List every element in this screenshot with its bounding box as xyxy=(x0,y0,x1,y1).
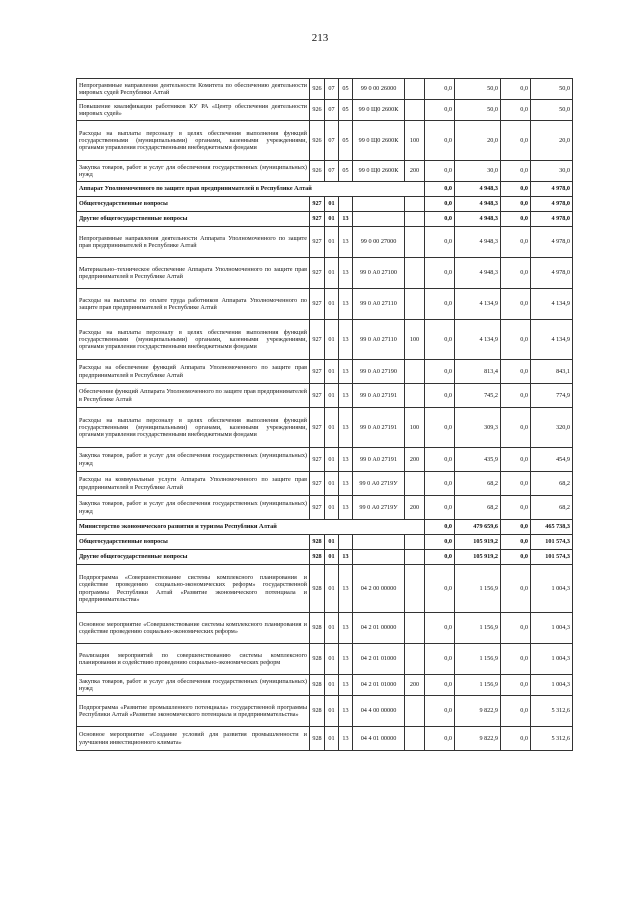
row-expense-type xyxy=(405,565,425,613)
table-row xyxy=(77,182,573,197)
row-value-2: 4 948,3 xyxy=(455,258,501,289)
row-value-4: 465 738,3 xyxy=(531,520,573,535)
row-value-4: 320,0 xyxy=(531,408,573,448)
row-subsection-code: 05 xyxy=(339,161,353,182)
row-grbs-code: 928 xyxy=(310,675,325,696)
row-section-code: 01 xyxy=(325,535,339,550)
row-value-3: 0,0 xyxy=(501,644,531,675)
row-subsection-code: 13 xyxy=(339,320,353,360)
row-value-3: 0,0 xyxy=(501,182,531,197)
row-subsection-code: 13 xyxy=(339,472,353,496)
row-expense-type xyxy=(405,100,425,121)
row-value-1: 0,0 xyxy=(425,408,455,448)
row-value-3: 0,0 xyxy=(501,550,531,565)
row-value-2: 4 134,9 xyxy=(455,320,501,360)
row-target-article: 99 0 00 26000 xyxy=(353,79,405,100)
row-subsection-code: 13 xyxy=(339,212,353,227)
row-value-3: 0,0 xyxy=(501,79,531,100)
row-section-code: 07 xyxy=(325,161,339,182)
row-name: Материально–техническое обеспечение Аппарата Уполномоченного по защите прав предпринимателей в Республике Алтай xyxy=(77,258,310,289)
row-value-3: 0,0 xyxy=(501,289,531,320)
row-grbs-code: 927 xyxy=(310,258,325,289)
row-expense-type: 100 xyxy=(405,408,425,448)
row-subsection-code: 05 xyxy=(339,79,353,100)
row-value-1: 0,0 xyxy=(425,121,455,161)
row-name: Непрограммные направления деятельности Комитета по обеспечению деятельности мировых судей Республики Алтай xyxy=(77,79,310,100)
row-value-1: 0,0 xyxy=(425,535,455,550)
row-grbs-code: 926 xyxy=(310,121,325,161)
row-value-3: 0,0 xyxy=(501,227,531,258)
row-value-1: 0,0 xyxy=(425,520,455,535)
row-target-article: 99 0 А0 2719У xyxy=(353,472,405,496)
row-subsection-code: 13 xyxy=(339,408,353,448)
row-value-4: 4 978,0 xyxy=(531,197,573,212)
row-grbs-code: 926 xyxy=(310,100,325,121)
row-value-4: 1 004,3 xyxy=(531,644,573,675)
row-value-3: 0,0 xyxy=(501,496,531,520)
table-row xyxy=(77,258,573,289)
row-expense-type: 200 xyxy=(405,496,425,520)
table-row xyxy=(77,565,573,613)
row-value-4: 5 312,6 xyxy=(531,727,573,751)
row-subsection-code: 13 xyxy=(339,550,353,565)
row-expense-type: 100 xyxy=(405,320,425,360)
row-section-code: 01 xyxy=(325,565,339,613)
row-value-1: 0,0 xyxy=(425,161,455,182)
row-value-1: 0,0 xyxy=(425,100,455,121)
row-target-article: 04 2 00 00000 xyxy=(353,565,405,613)
row-value-3: 0,0 xyxy=(501,520,531,535)
row-value-1: 0,0 xyxy=(425,613,455,644)
table-row xyxy=(77,384,573,408)
row-value-1: 0,0 xyxy=(425,320,455,360)
row-value-4: 843,1 xyxy=(531,360,573,384)
row-subsection-code: 13 xyxy=(339,258,353,289)
row-name: Обеспечение функций Аппарата Уполномоченного по защите прав предпринимателей в Республике Алтай xyxy=(77,384,310,408)
row-value-4: 454,9 xyxy=(531,448,573,472)
row-grbs-code: 927 xyxy=(310,472,325,496)
row-target-article: 99 0 А0 27110 xyxy=(353,320,405,360)
table-row xyxy=(77,408,573,448)
row-value-4: 774,9 xyxy=(531,384,573,408)
row-name: Основное мероприятие «Совершенствование системы комплексного планирования и содействие проведению социально-экономических реформ» xyxy=(77,613,310,644)
row-subsection-code: 05 xyxy=(339,100,353,121)
row-value-4: 1 004,3 xyxy=(531,613,573,644)
row-value-3: 0,0 xyxy=(501,727,531,751)
row-subsection-code: 13 xyxy=(339,696,353,727)
row-subsection-code: 13 xyxy=(339,565,353,613)
page-number: 213 xyxy=(311,32,329,44)
row-name: Основное мероприятие «Создание условий для развития промышленности и улучшения инвестиционного климата» xyxy=(77,727,310,751)
table-row xyxy=(77,161,573,182)
row-value-4: 50,0 xyxy=(531,100,573,121)
row-value-1: 0,0 xyxy=(425,258,455,289)
row-expense-type: 200 xyxy=(405,161,425,182)
row-value-2: 4 948,3 xyxy=(455,182,501,197)
row-value-3: 0,0 xyxy=(501,197,531,212)
row-value-1: 0,0 xyxy=(425,472,455,496)
row-name: Расходы на выплаты персоналу в целях обеспечения выполнения функций государственными (муниципальными) органами, казенными учреждениями, органами управления государственными внебюджетными фондами xyxy=(77,408,310,448)
table-row xyxy=(77,212,573,227)
row-name: Расходы на коммунальные услуги Аппарата Уполномоченного по защите прав предпринимателей в Республике Алтай xyxy=(77,472,310,496)
row-name: Расходы на обеспечение функций Аппарата Уполномоченного по защите прав предпринимателей в Республике Алтай xyxy=(77,360,310,384)
row-grbs-code: 928 xyxy=(310,727,325,751)
row-expense-type xyxy=(405,727,425,751)
row-section-code: 01 xyxy=(325,289,339,320)
row-target-article: 04 2 01 01000 xyxy=(353,675,405,696)
row-expense-type xyxy=(405,227,425,258)
row-value-1: 0,0 xyxy=(425,448,455,472)
row-subsection-code: 13 xyxy=(339,496,353,520)
row-subsection-code: 13 xyxy=(339,644,353,675)
row-value-2: 30,0 xyxy=(455,161,501,182)
row-section-code: 01 xyxy=(325,613,339,644)
row-section-code: 07 xyxy=(325,100,339,121)
row-value-1: 0,0 xyxy=(425,79,455,100)
row-value-2: 1 156,9 xyxy=(455,565,501,613)
row-value-1: 0,0 xyxy=(425,182,455,197)
row-expense-type xyxy=(405,79,425,100)
row-grbs-code: 927 xyxy=(310,448,325,472)
row-value-2: 68,2 xyxy=(455,472,501,496)
row-subsection-code: 13 xyxy=(339,360,353,384)
row-value-1: 0,0 xyxy=(425,360,455,384)
row-name: Общегосударственные вопросы xyxy=(77,197,310,212)
row-grbs-code: 928 xyxy=(310,565,325,613)
row-value-2: 105 919,2 xyxy=(455,550,501,565)
row-value-3: 0,0 xyxy=(501,472,531,496)
row-value-1: 0,0 xyxy=(425,227,455,258)
row-target-article: 99 0 Щ0 2600К xyxy=(353,121,405,161)
row-subsection-code: 13 xyxy=(339,448,353,472)
row-expense-type xyxy=(405,258,425,289)
row-grbs-code: 927 xyxy=(310,227,325,258)
row-name: Закупка товаров, работ и услуг для обеспечения государственных (муниципальных) нужд xyxy=(77,675,310,696)
row-name: Подпрограмма «Совершенствование системы комплексного планирования и содействие проведению социально-экономических реформ» государственной программы Республики Алтай «Развитие экономического потенциала и предпринимательства» xyxy=(77,565,310,613)
row-section-code: 01 xyxy=(325,320,339,360)
table-row xyxy=(77,520,573,535)
row-grbs-code: 926 xyxy=(310,161,325,182)
row-grbs-code: 928 xyxy=(310,613,325,644)
row-section-code: 01 xyxy=(325,384,339,408)
row-value-2: 4 948,3 xyxy=(455,197,501,212)
budget-table-body xyxy=(77,79,573,751)
row-value-4: 5 312,6 xyxy=(531,696,573,727)
row-grbs-code: 926 xyxy=(310,79,325,100)
row-value-3: 0,0 xyxy=(501,100,531,121)
row-subsection-code: 13 xyxy=(339,227,353,258)
table-row xyxy=(77,320,573,360)
row-value-4: 68,2 xyxy=(531,496,573,520)
row-subsection-code: 13 xyxy=(339,289,353,320)
row-expense-type xyxy=(405,550,425,565)
row-expense-type xyxy=(405,360,425,384)
row-value-3: 0,0 xyxy=(501,675,531,696)
row-value-3: 0,0 xyxy=(501,121,531,161)
row-value-2: 813,4 xyxy=(455,360,501,384)
row-subsection-code: 13 xyxy=(339,675,353,696)
row-grbs-code: 928 xyxy=(310,644,325,675)
row-section-code: 01 xyxy=(325,197,339,212)
row-grbs-code: 928 xyxy=(310,696,325,727)
row-value-3: 0,0 xyxy=(501,212,531,227)
row-subsection-code: 13 xyxy=(339,384,353,408)
row-value-2: 435,9 xyxy=(455,448,501,472)
row-value-1: 0,0 xyxy=(425,550,455,565)
row-target-article: 99 0 Щ0 2600К xyxy=(353,100,405,121)
row-section-code: 07 xyxy=(325,121,339,161)
row-value-3: 0,0 xyxy=(501,384,531,408)
row-value-2: 50,0 xyxy=(455,100,501,121)
row-expense-type xyxy=(405,644,425,675)
row-value-3: 0,0 xyxy=(501,448,531,472)
row-name: Расходы на выплаты по оплате труда работников Аппарата Уполномоченного по защите прав предпринимателей в Республике Алтай xyxy=(77,289,310,320)
row-value-1: 0,0 xyxy=(425,696,455,727)
row-value-2: 105 919,2 xyxy=(455,535,501,550)
row-expense-type xyxy=(405,535,425,550)
row-expense-type: 200 xyxy=(405,675,425,696)
row-section-code: 01 xyxy=(325,448,339,472)
row-name: Другие общегосударственные вопросы xyxy=(77,212,310,227)
row-value-4: 4 978,0 xyxy=(531,227,573,258)
row-name: Закупка товаров, работ и услуг для обеспечения государственных (муниципальных) нужд xyxy=(77,496,310,520)
row-value-4: 4 134,9 xyxy=(531,289,573,320)
table-row xyxy=(77,675,573,696)
table-row xyxy=(77,727,573,751)
table-row xyxy=(77,472,573,496)
table-row xyxy=(77,227,573,258)
row-value-2: 4 948,3 xyxy=(455,227,501,258)
table-row xyxy=(77,448,573,472)
row-expense-type xyxy=(405,613,425,644)
row-value-4: 68,2 xyxy=(531,472,573,496)
row-expense-type xyxy=(405,289,425,320)
row-target-article: 99 0 А0 2719У xyxy=(353,496,405,520)
row-target-article: 99 0 А0 27190 xyxy=(353,360,405,384)
row-grbs-code: 927 xyxy=(310,408,325,448)
row-value-2: 9 822,9 xyxy=(455,727,501,751)
row-section-code: 01 xyxy=(325,696,339,727)
row-value-4: 101 574,3 xyxy=(531,550,573,565)
row-value-2: 1 156,9 xyxy=(455,675,501,696)
row-grbs-code: 927 xyxy=(310,384,325,408)
row-target-article: 99 0 А0 27191 xyxy=(353,448,405,472)
row-section-code: 01 xyxy=(325,496,339,520)
row-value-2: 1 156,9 xyxy=(455,644,501,675)
row-value-4: 101 574,3 xyxy=(531,535,573,550)
row-section-code: 01 xyxy=(325,258,339,289)
row-value-4: 20,0 xyxy=(531,121,573,161)
table-row xyxy=(77,535,573,550)
row-name: Расходы на выплаты персоналу в целях обеспечения выполнения функций государственными (муниципальными) органами, казенными учреждениями, органами управления государственными внебюджетными фондами xyxy=(77,121,310,161)
row-expense-type: 100 xyxy=(405,121,425,161)
row-value-2: 4 948,3 xyxy=(455,212,501,227)
row-value-4: 50,0 xyxy=(531,79,573,100)
table-row xyxy=(77,100,573,121)
row-value-3: 0,0 xyxy=(501,320,531,360)
row-section-code: 07 xyxy=(325,79,339,100)
budget-table xyxy=(76,78,573,751)
row-grbs-code: 927 xyxy=(310,496,325,520)
row-value-1: 0,0 xyxy=(425,644,455,675)
row-value-3: 0,0 xyxy=(501,408,531,448)
row-value-2: 9 822,9 xyxy=(455,696,501,727)
row-grbs-code: 927 xyxy=(310,197,325,212)
row-target-article: 99 0 А0 27110 xyxy=(353,289,405,320)
row-value-1: 0,0 xyxy=(425,496,455,520)
row-name: Расходы на выплаты персоналу в целях обеспечения выполнения функций государственными (муниципальными) органами, казенными учреждениями, органами управления государственными внебюджетными фондами xyxy=(77,320,310,360)
row-value-4: 4 978,0 xyxy=(531,182,573,197)
row-expense-type xyxy=(405,696,425,727)
row-target-article xyxy=(353,535,405,550)
row-name: Общегосударственные вопросы xyxy=(77,535,310,550)
row-value-4: 30,0 xyxy=(531,161,573,182)
table-row xyxy=(77,613,573,644)
row-value-1: 0,0 xyxy=(425,197,455,212)
table-row xyxy=(77,696,573,727)
row-value-2: 309,3 xyxy=(455,408,501,448)
row-name: Реализация мероприятий по совершенствованию системы комплексного планирования и содействию проведению социально-экономических реформ xyxy=(77,644,310,675)
row-grbs-code: 927 xyxy=(310,289,325,320)
row-target-article: 99 0 А0 27100 xyxy=(353,258,405,289)
row-subsection-code xyxy=(339,197,353,212)
row-expense-type xyxy=(405,212,425,227)
row-value-2: 479 659,6 xyxy=(455,520,501,535)
row-value-3: 0,0 xyxy=(501,258,531,289)
table-row xyxy=(77,197,573,212)
row-target-article: 04 2 01 00000 xyxy=(353,613,405,644)
table-row xyxy=(77,121,573,161)
row-target-article: 99 0 00 27000 xyxy=(353,227,405,258)
row-name: Аппарат Уполномоченного по защите прав предпринимателей в Республике Алтай xyxy=(77,182,425,197)
row-section-code: 01 xyxy=(325,644,339,675)
row-value-1: 0,0 xyxy=(425,384,455,408)
row-value-2: 745,2 xyxy=(455,384,501,408)
row-name: Другие общегосударственные вопросы xyxy=(77,550,310,565)
row-section-code: 01 xyxy=(325,550,339,565)
row-section-code: 01 xyxy=(325,472,339,496)
row-name: Министерство экономического развития и туризма Республики Алтай xyxy=(77,520,425,535)
row-name: Подпрограмма «Развитие промышленного потенциала» государственной программы Республики Алтай «Развитие экономического потенциала и предпринимательства» xyxy=(77,696,310,727)
row-section-code: 01 xyxy=(325,227,339,258)
row-subsection-code: 13 xyxy=(339,727,353,751)
row-value-4: 1 004,3 xyxy=(531,675,573,696)
row-name: Непрограммные направления деятельности Аппарата Уполномоченного по защите прав предпринимателей в Республике Алтай xyxy=(77,227,310,258)
row-name: Повышение квалификации работников КУ РА «Центр обеспечения деятельности мировых судей» xyxy=(77,100,310,121)
table-row xyxy=(77,289,573,320)
row-value-3: 0,0 xyxy=(501,535,531,550)
row-value-4: 4 978,0 xyxy=(531,212,573,227)
row-target-article: 99 0 Щ0 2600К xyxy=(353,161,405,182)
row-subsection-code: 13 xyxy=(339,613,353,644)
row-target-article: 04 4 01 00000 xyxy=(353,727,405,751)
table-row xyxy=(77,550,573,565)
row-value-3: 0,0 xyxy=(501,613,531,644)
row-value-1: 0,0 xyxy=(425,565,455,613)
table-row xyxy=(77,79,573,100)
row-value-4: 4 978,0 xyxy=(531,258,573,289)
row-value-2: 68,2 xyxy=(455,496,501,520)
row-value-1: 0,0 xyxy=(425,727,455,751)
row-target-article: 99 0 А0 27191 xyxy=(353,408,405,448)
row-section-code: 01 xyxy=(325,727,339,751)
row-expense-type xyxy=(405,197,425,212)
row-value-3: 0,0 xyxy=(501,161,531,182)
row-value-2: 50,0 xyxy=(455,79,501,100)
row-grbs-code: 928 xyxy=(310,535,325,550)
row-value-4: 4 134,9 xyxy=(531,320,573,360)
row-value-2: 20,0 xyxy=(455,121,501,161)
row-grbs-code: 928 xyxy=(310,550,325,565)
table-row xyxy=(77,360,573,384)
row-name: Закупка товаров, работ и услуг для обеспечения государственных (муниципальных) нужд xyxy=(77,161,310,182)
row-value-1: 0,0 xyxy=(425,289,455,320)
row-target-article xyxy=(353,212,405,227)
row-target-article xyxy=(353,197,405,212)
row-value-1: 0,0 xyxy=(425,212,455,227)
row-value-1: 0,0 xyxy=(425,675,455,696)
row-grbs-code: 927 xyxy=(310,360,325,384)
row-grbs-code: 927 xyxy=(310,212,325,227)
row-value-2: 1 156,9 xyxy=(455,613,501,644)
row-target-article: 04 2 01 01000 xyxy=(353,644,405,675)
row-target-article xyxy=(353,550,405,565)
row-section-code: 01 xyxy=(325,360,339,384)
table-row xyxy=(77,644,573,675)
row-value-2: 4 134,9 xyxy=(455,289,501,320)
row-grbs-code: 927 xyxy=(310,320,325,360)
row-target-article: 04 4 00 00000 xyxy=(353,696,405,727)
row-value-3: 0,0 xyxy=(501,696,531,727)
table-row xyxy=(77,496,573,520)
row-section-code: 01 xyxy=(325,408,339,448)
row-subsection-code xyxy=(339,535,353,550)
row-value-4: 1 004,3 xyxy=(531,565,573,613)
row-value-3: 0,0 xyxy=(501,565,531,613)
row-section-code: 01 xyxy=(325,675,339,696)
row-expense-type xyxy=(405,472,425,496)
row-section-code: 01 xyxy=(325,212,339,227)
row-subsection-code: 05 xyxy=(339,121,353,161)
row-name: Закупка товаров, работ и услуг для обеспечения государственных (муниципальных) нужд xyxy=(77,448,310,472)
row-target-article: 99 0 А0 27191 xyxy=(353,384,405,408)
row-value-3: 0,0 xyxy=(501,360,531,384)
row-expense-type: 200 xyxy=(405,448,425,472)
row-expense-type xyxy=(405,384,425,408)
